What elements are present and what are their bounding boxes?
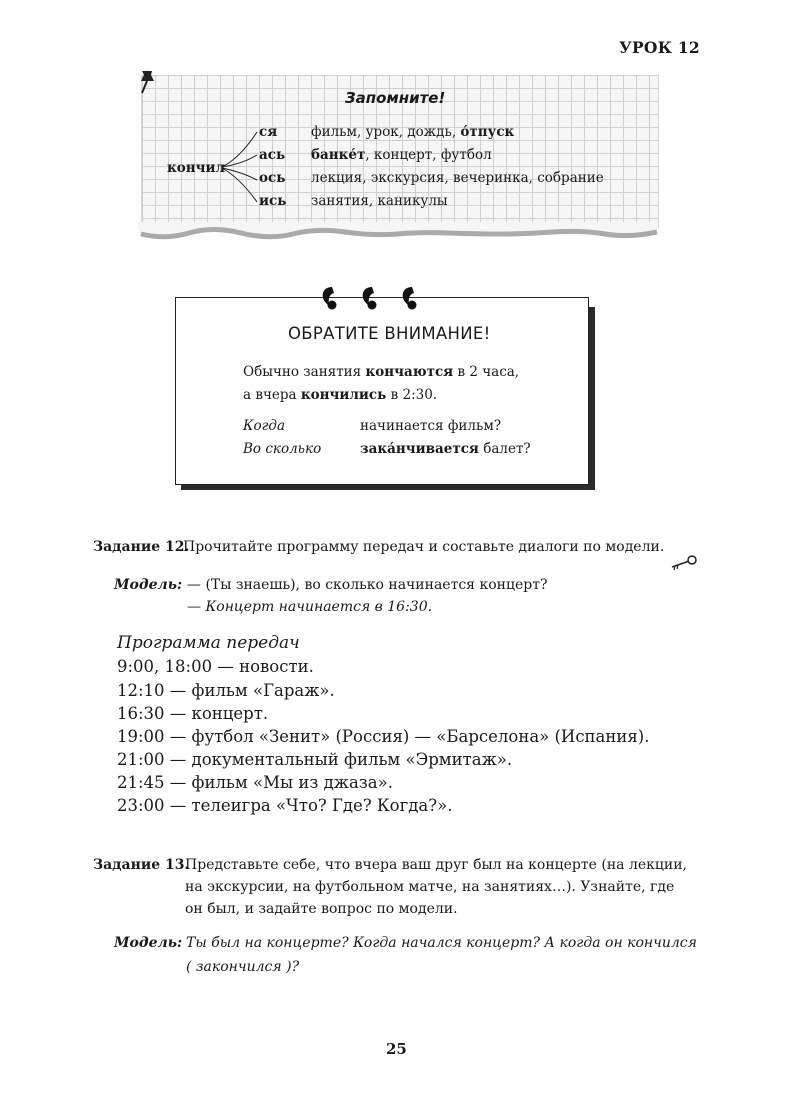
examples-row: банке́т, концерт, футбол: [311, 147, 492, 163]
task-13-text: на экскурсии, на футбольном матче, на занятиях…). Узнайте, где: [185, 879, 675, 895]
page-number: 25: [386, 1040, 407, 1058]
binder-rings-icon: [318, 285, 428, 311]
model-label: Модель:: [114, 577, 183, 593]
suffix: ись: [259, 193, 287, 209]
suffix: ось: [259, 170, 286, 186]
branch-lines: [220, 130, 260, 205]
question-rest: зака́нчивается балет?: [360, 441, 531, 457]
examples-row: фильм, урок, дождь, о́тпуск: [311, 124, 515, 140]
model-line: — (Ты знаешь), во сколько начинается концерт?: [187, 577, 548, 593]
program-item: 9:00, 18:00 — новости.: [117, 657, 314, 676]
examples-row: лекция, экскурсия, вечеринка, собрание: [311, 170, 604, 186]
task-13-label: Задание 13.: [93, 857, 190, 873]
question-word: Когда: [243, 418, 286, 434]
question-rest: начинается фильм?: [360, 418, 502, 434]
model-label: Модель:: [114, 935, 183, 951]
suffix: ась: [259, 147, 286, 163]
verb-stem: кончил: [167, 160, 226, 176]
task-13-text: Представьте себе, что вчера ваш друг был на концерте (на лекции,: [185, 857, 688, 873]
torn-edge: [137, 222, 661, 242]
task-12-text: Прочитайте программу передач и составьте диалоги по модели.: [183, 539, 665, 555]
question-word: Во сколько: [243, 441, 322, 457]
pushpin-icon: [136, 67, 160, 95]
model-line: Ты был на концерте? Когда начался концерт? А когда он кончился: [186, 935, 697, 951]
examples-row: занятия, каникулы: [311, 193, 448, 209]
model-line: ( закончился )?: [186, 959, 300, 975]
attention-line: а вчера кончились в 2:30.: [243, 387, 438, 403]
key-icon: [669, 552, 699, 572]
program-title: Программа передач: [117, 633, 300, 653]
model-line: — Концерт начинается в 16:30.: [187, 599, 433, 615]
program-item: 16:30 — концерт.: [117, 704, 269, 723]
program-item: 12:10 — фильм «Гараж».: [117, 681, 335, 700]
task-12-label: Задание 12.: [93, 539, 190, 555]
remember-title: Запомните!: [345, 89, 446, 107]
program-item: 23:00 — телеигра «Что? Где? Когда?».: [117, 796, 453, 815]
attention-title: ОБРАТИТЕ ВНИМАНИЕ!: [288, 324, 491, 343]
lesson-header: УРОК 12: [619, 38, 700, 57]
suffix: ся: [259, 124, 278, 140]
program-item: 21:45 — фильм «Мы из джаза».: [117, 773, 393, 792]
program-item: 21:00 — документальный фильм «Эрмитаж».: [117, 750, 513, 769]
task-13-text: он был, и задайте вопрос по модели.: [185, 901, 458, 917]
program-item: 19:00 — футбол «Зенит» (Россия) — «Барселона» (Испания).: [117, 727, 650, 746]
attention-line: Обычно занятия кончаются в 2 часа,: [243, 364, 520, 380]
